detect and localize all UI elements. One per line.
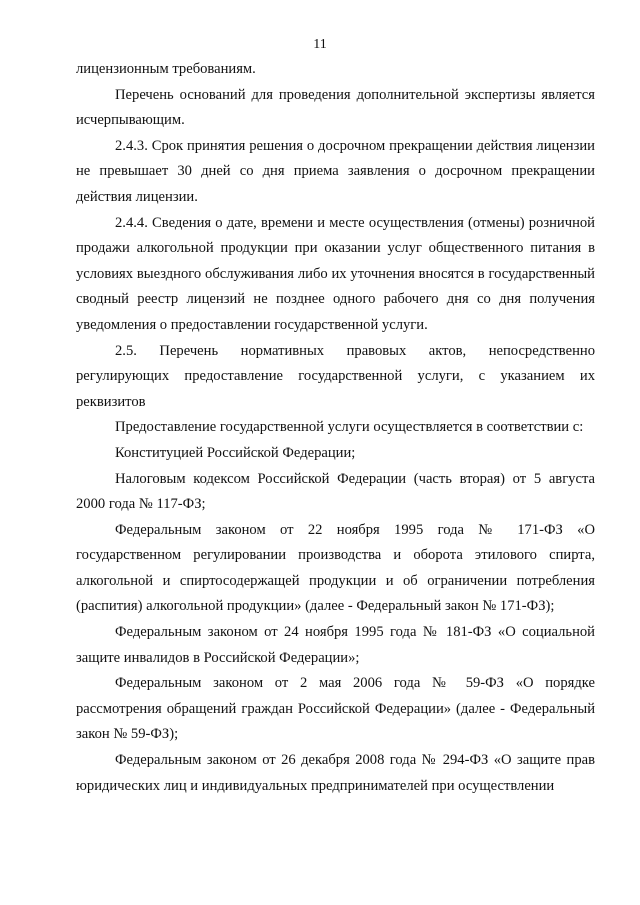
paragraph-2-4-3: 2.4.3. Срок принятия решения о досрочном прекращении действия лицензии не превышает 30 дней со дня приема заявления о досрочном прекращении действия лицензии. xyxy=(76,137,595,205)
paragraph-law-294: Федеральным законом от 26 декабря 2008 года № 294-ФЗ «О защите прав юридических лиц и индивидуальных предпринимателей при осуществлении xyxy=(76,752,595,794)
document-body xyxy=(76,57,595,799)
paragraph-constitution: Конституцией Российской Федерации; xyxy=(115,444,356,461)
paragraph-grounds-list: Перечень оснований для проведения дополнительной экспертизы является исчерпывающим. xyxy=(76,86,595,129)
paragraph-continuation: лицензионным требованиям. xyxy=(76,61,256,77)
paragraph-law-59: Федеральным законом от 2 мая 2006 года № 59-ФЗ «О порядке рассмотрения обращений граждан Российской Федерации» (далее - Федеральный закон № 59-ФЗ); xyxy=(76,675,595,743)
paragraph-provision-basis: Предоставление государственной услуги осуществляется в соответствии с: xyxy=(115,419,584,436)
paragraph-2-5-heading: 2.5. Перечень нормативных правовых актов, непосредственно регулирующих предоставление государственной услуги, с указанием их реквизитов xyxy=(76,342,595,410)
paragraph-law-181: Федеральным законом от 24 ноября 1995 года № 181-ФЗ «О социальной защите инвалидов в Российской Федерации»; xyxy=(76,624,595,666)
paragraph-tax-code: Налоговым кодексом Российской Федерации (часть вторая) от 5 августа 2000 года № 117-ФЗ; xyxy=(76,470,595,513)
paragraph-law-171: Федеральным законом от 22 ноября 1995 года № 171-ФЗ «О государственном регулировании производства и оборота этилового спирта, алкогольной и спиртосодержащей продукции и об ограничении потребления (распития) алкогольной продукции» (далее - Федеральный закон № 171-ФЗ); xyxy=(76,521,595,615)
page-number: 11 xyxy=(313,37,327,52)
paragraph-2-4-4: 2.4.4. Сведения о дате, времени и месте осуществления (отмены) розничной продажи алкогольной продукции при оказании услуг общественного питания в условиях выездного обслуживания либо их уточнения вносятся в государственный сводный реестр лицензий не позднее одного рабочего дня со дня получения уведомления о предоставлении государственной услуги. xyxy=(76,214,595,333)
